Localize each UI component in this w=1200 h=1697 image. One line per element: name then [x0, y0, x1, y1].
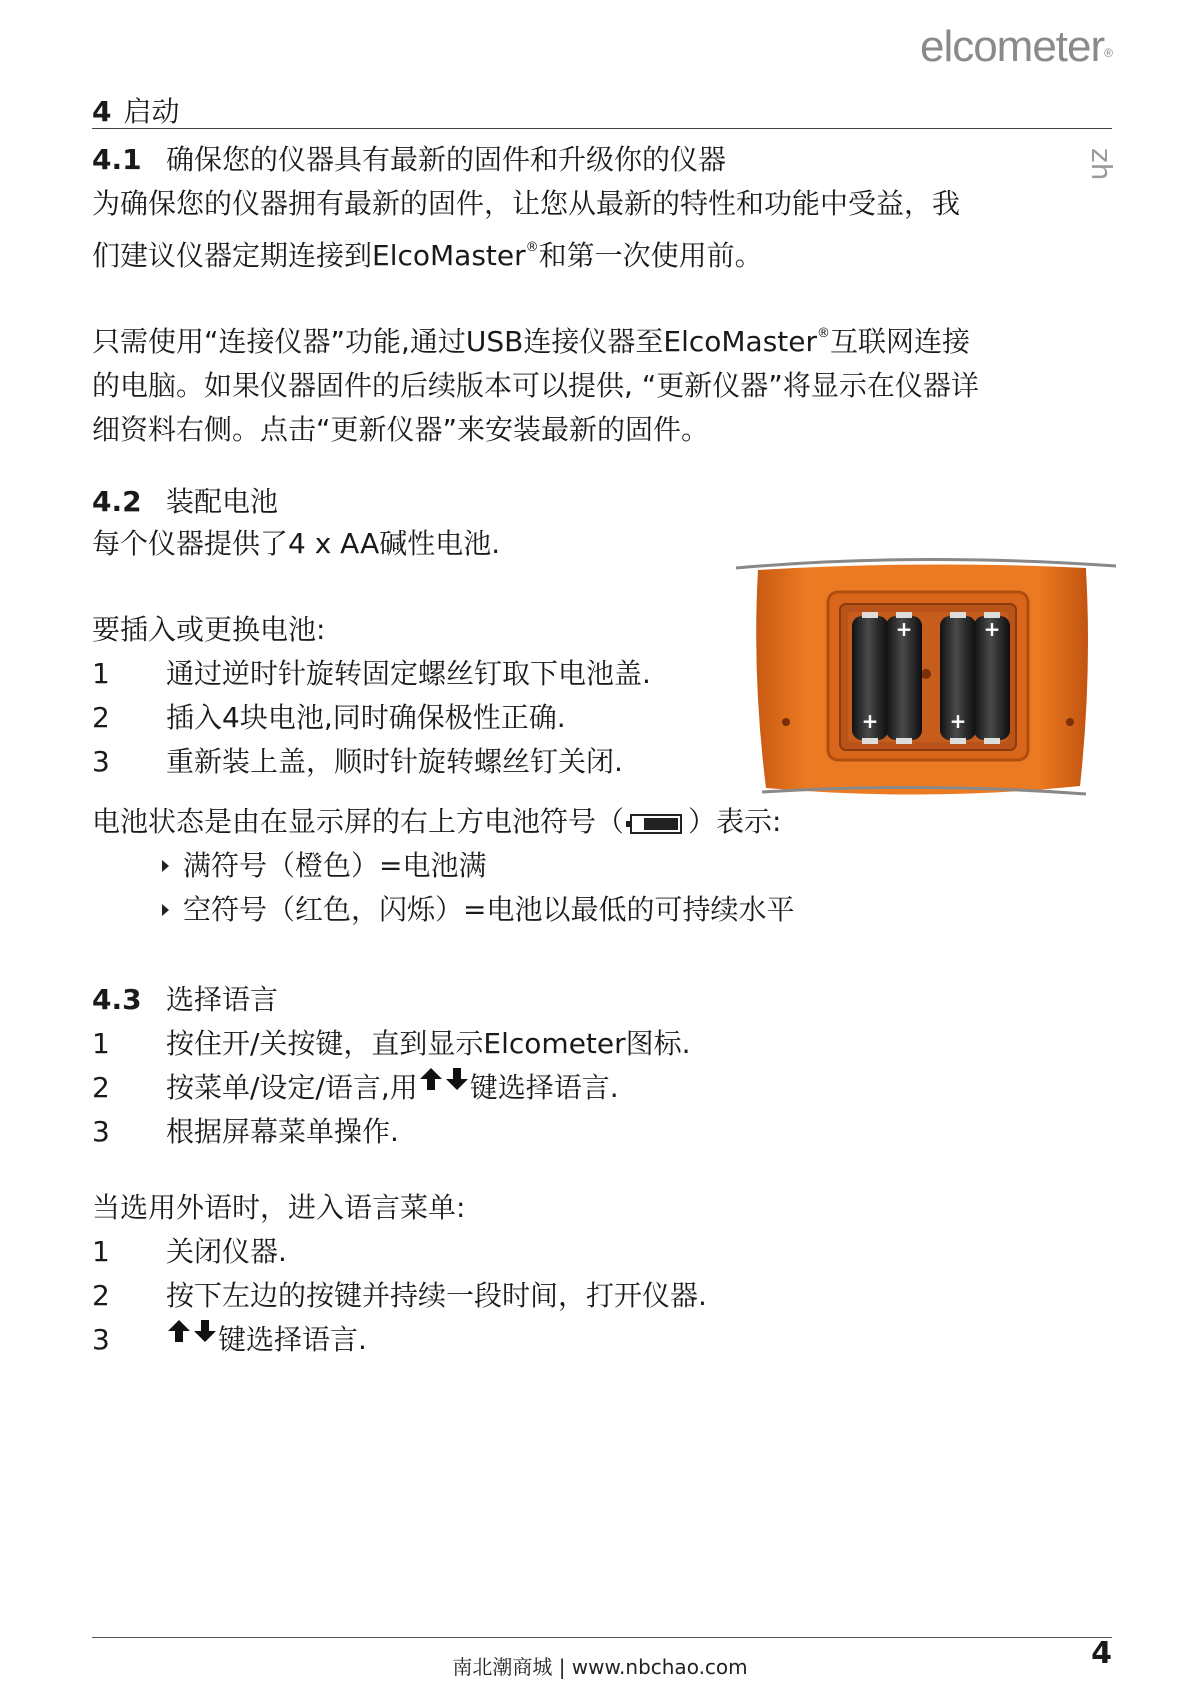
list-item: 2 按菜单/设定/语言,用 键选择语言. [92, 1066, 691, 1110]
svg-text:+: + [895, 617, 913, 641]
chapter-rule [92, 128, 1112, 129]
foreign-language-steps [92, 1230, 707, 1362]
section-4-1-heading [92, 140, 726, 180]
language-steps [92, 1022, 691, 1154]
up-down-arrow-icon [166, 1318, 218, 1344]
list-item: 空符号（红色，闪烁）=电池以最低的可持续水平 [162, 888, 794, 932]
firmware-paragraph-2 [92, 312, 1112, 452]
list-item: 3 重新装上盖，顺时针旋转螺丝钉关闭. [92, 745, 623, 778]
battery-status-list [162, 844, 794, 932]
firmware-paragraph-1 [92, 182, 1112, 278]
section-title: 选择语言 [166, 983, 279, 1016]
section-4-3-heading [92, 980, 278, 1020]
section-title: 确保您的仪器具有最新的固件和升级你的仪器 [166, 143, 727, 176]
chapter-heading [92, 90, 180, 130]
svg-text:+: + [983, 617, 1001, 641]
list-item: 3 键选择语言. [92, 1318, 707, 1362]
up-down-arrow-icon [418, 1066, 470, 1092]
list-item: 满符号（橙色）=电池满 [162, 844, 794, 888]
battery-compartment-image [736, 556, 1116, 800]
text-line: 们建议仪器定期连接到ElcoMaster®和第一次使用前。 [92, 239, 763, 272]
section-number: 4.2 [92, 485, 142, 518]
elcometer-logo: elcometer® [919, 22, 1112, 71]
list-item: 2 插入4块电池,同时确保极性正确. [92, 701, 566, 734]
footer-site: 南北潮商城 | www.nbchao.com [452, 1655, 748, 1679]
list-item: 1 通过逆时针旋转固定螺丝钉取下电池盖. [92, 657, 651, 690]
foreign-language-lead: 当选用外语时，进入语言菜单: [92, 1191, 466, 1224]
section-number: 4.1 [92, 143, 142, 176]
battery-intro: 每个仪器提供了4 x AA碱性电池. [92, 527, 501, 560]
section-number: 4.3 [92, 983, 142, 1016]
section-4-2-heading [92, 482, 278, 522]
bullet-triangle-icon [162, 860, 169, 872]
page-number: 4 [1091, 1636, 1112, 1671]
battery-icon [630, 814, 682, 834]
bullet-triangle-icon [162, 904, 169, 916]
text-line: 的电脑。如果仪器固件的后续版本可以提供, “更新仪器”将显示在仪器详 [92, 369, 979, 402]
battery-lead: 要插入或更换电池: [92, 613, 326, 646]
list-item: 1 按住开/关按键，直到显示Elcometer图标. [92, 1027, 691, 1060]
chapter-number: 4 [92, 95, 112, 128]
language-tab: zh [1085, 148, 1118, 181]
list-item: 1 关闭仪器. [92, 1235, 287, 1268]
list-item: 3 根据屏幕菜单操作. [92, 1115, 399, 1148]
text-line: 为确保您的仪器拥有最新的固件，让您从最新的特性和功能中受益，我 [92, 187, 961, 220]
section-title: 装配电池 [166, 485, 279, 518]
svg-text:+: + [861, 709, 879, 733]
list-item: 2 按下左边的按键并持续一段时间，打开仪器. [92, 1279, 707, 1312]
footer-rule [92, 1637, 1112, 1638]
battery-status-text: 电池状态是由在显示屏的右上方电池符号（ ）表示: [92, 805, 782, 838]
svg-text:+: + [949, 709, 967, 733]
chapter-title: 启动 [123, 95, 180, 128]
battery-steps [92, 652, 651, 784]
text-line: 只需使用“连接仪器”功能,通过USB连接仪器至ElcoMaster®互联网连接 [92, 325, 971, 358]
text-line: 细资料右侧。点击“更新仪器”来安装最新的固件。 [92, 413, 710, 446]
